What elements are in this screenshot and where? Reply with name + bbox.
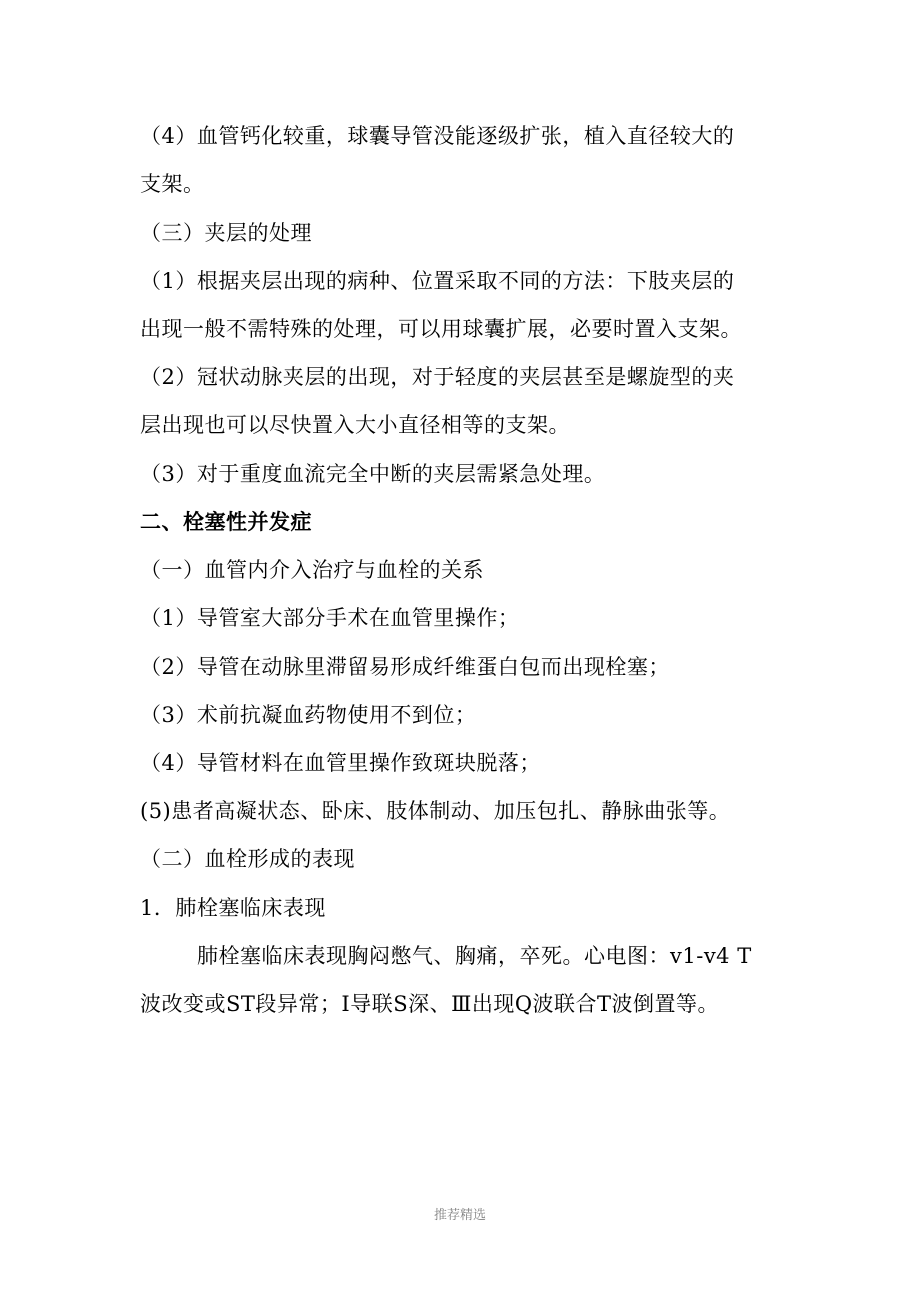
section-heading-dissection: （三）夹层的处理 [140, 221, 312, 245]
paragraph-line-9: 波改变或ST段异常；Ⅰ导联S深、Ⅲ出现Q波联合T波倒置等。 [140, 992, 720, 1016]
section-heading-thrombus-signs: （二）血栓形成的表现 [140, 847, 355, 871]
paragraph-line-6: 层出现也可以尽快置入大小直径相等的支架。 [140, 413, 570, 437]
list-item-4: （4）导管材料在血管里操作致斑块脱落； [140, 751, 541, 775]
paragraph-line-3: （1）根据夹层出现的病种、位置采取不同的方法：下肢夹层的 [140, 269, 735, 293]
paragraph-line-5: （2）冠状动脉夹层的出现，对于轻度的夹层甚至是螺旋型的夹 [140, 365, 735, 389]
list-item-5: (5)患者高凝状态、卧床、肢体制动、加压包扎、静脉曲张等。 [140, 799, 731, 823]
page-footer: 推荐精选 [433, 1208, 486, 1223]
chapter-heading-embolic: 二、栓塞性并发症 [140, 509, 312, 534]
subheading-pulmonary-embolism: 1．肺栓塞临床表现 [140, 896, 326, 920]
list-item-1: （1）导管室大部分手术在血管里操作； [140, 606, 520, 630]
paragraph-line-2: 支架。 [140, 172, 205, 196]
list-item-3: （3）术前抗凝血药物使用不到位； [140, 703, 477, 727]
list-item-2: （2）导管在动脉里滞留易形成纤维蛋白包而出现栓塞； [140, 655, 670, 679]
paragraph-line-8: 肺栓塞临床表现胸闷憋气、胸痛，卒死。心电图：v1-v4 T [197, 944, 752, 968]
paragraph-line-7: （3）对于重度血流完全中断的夹层需紧急处理。 [140, 462, 606, 486]
section-heading-thrombus-relation: （一）血管内介入治疗与血栓的关系 [140, 558, 484, 582]
paragraph-line-1: （4）血管钙化较重，球囊导管没能逐级扩张，植入直径较大的 [140, 124, 735, 148]
paragraph-line-4: 出现一般不需特殊的处理，可以用球囊扩展，必要时置入支架。 [140, 317, 742, 341]
